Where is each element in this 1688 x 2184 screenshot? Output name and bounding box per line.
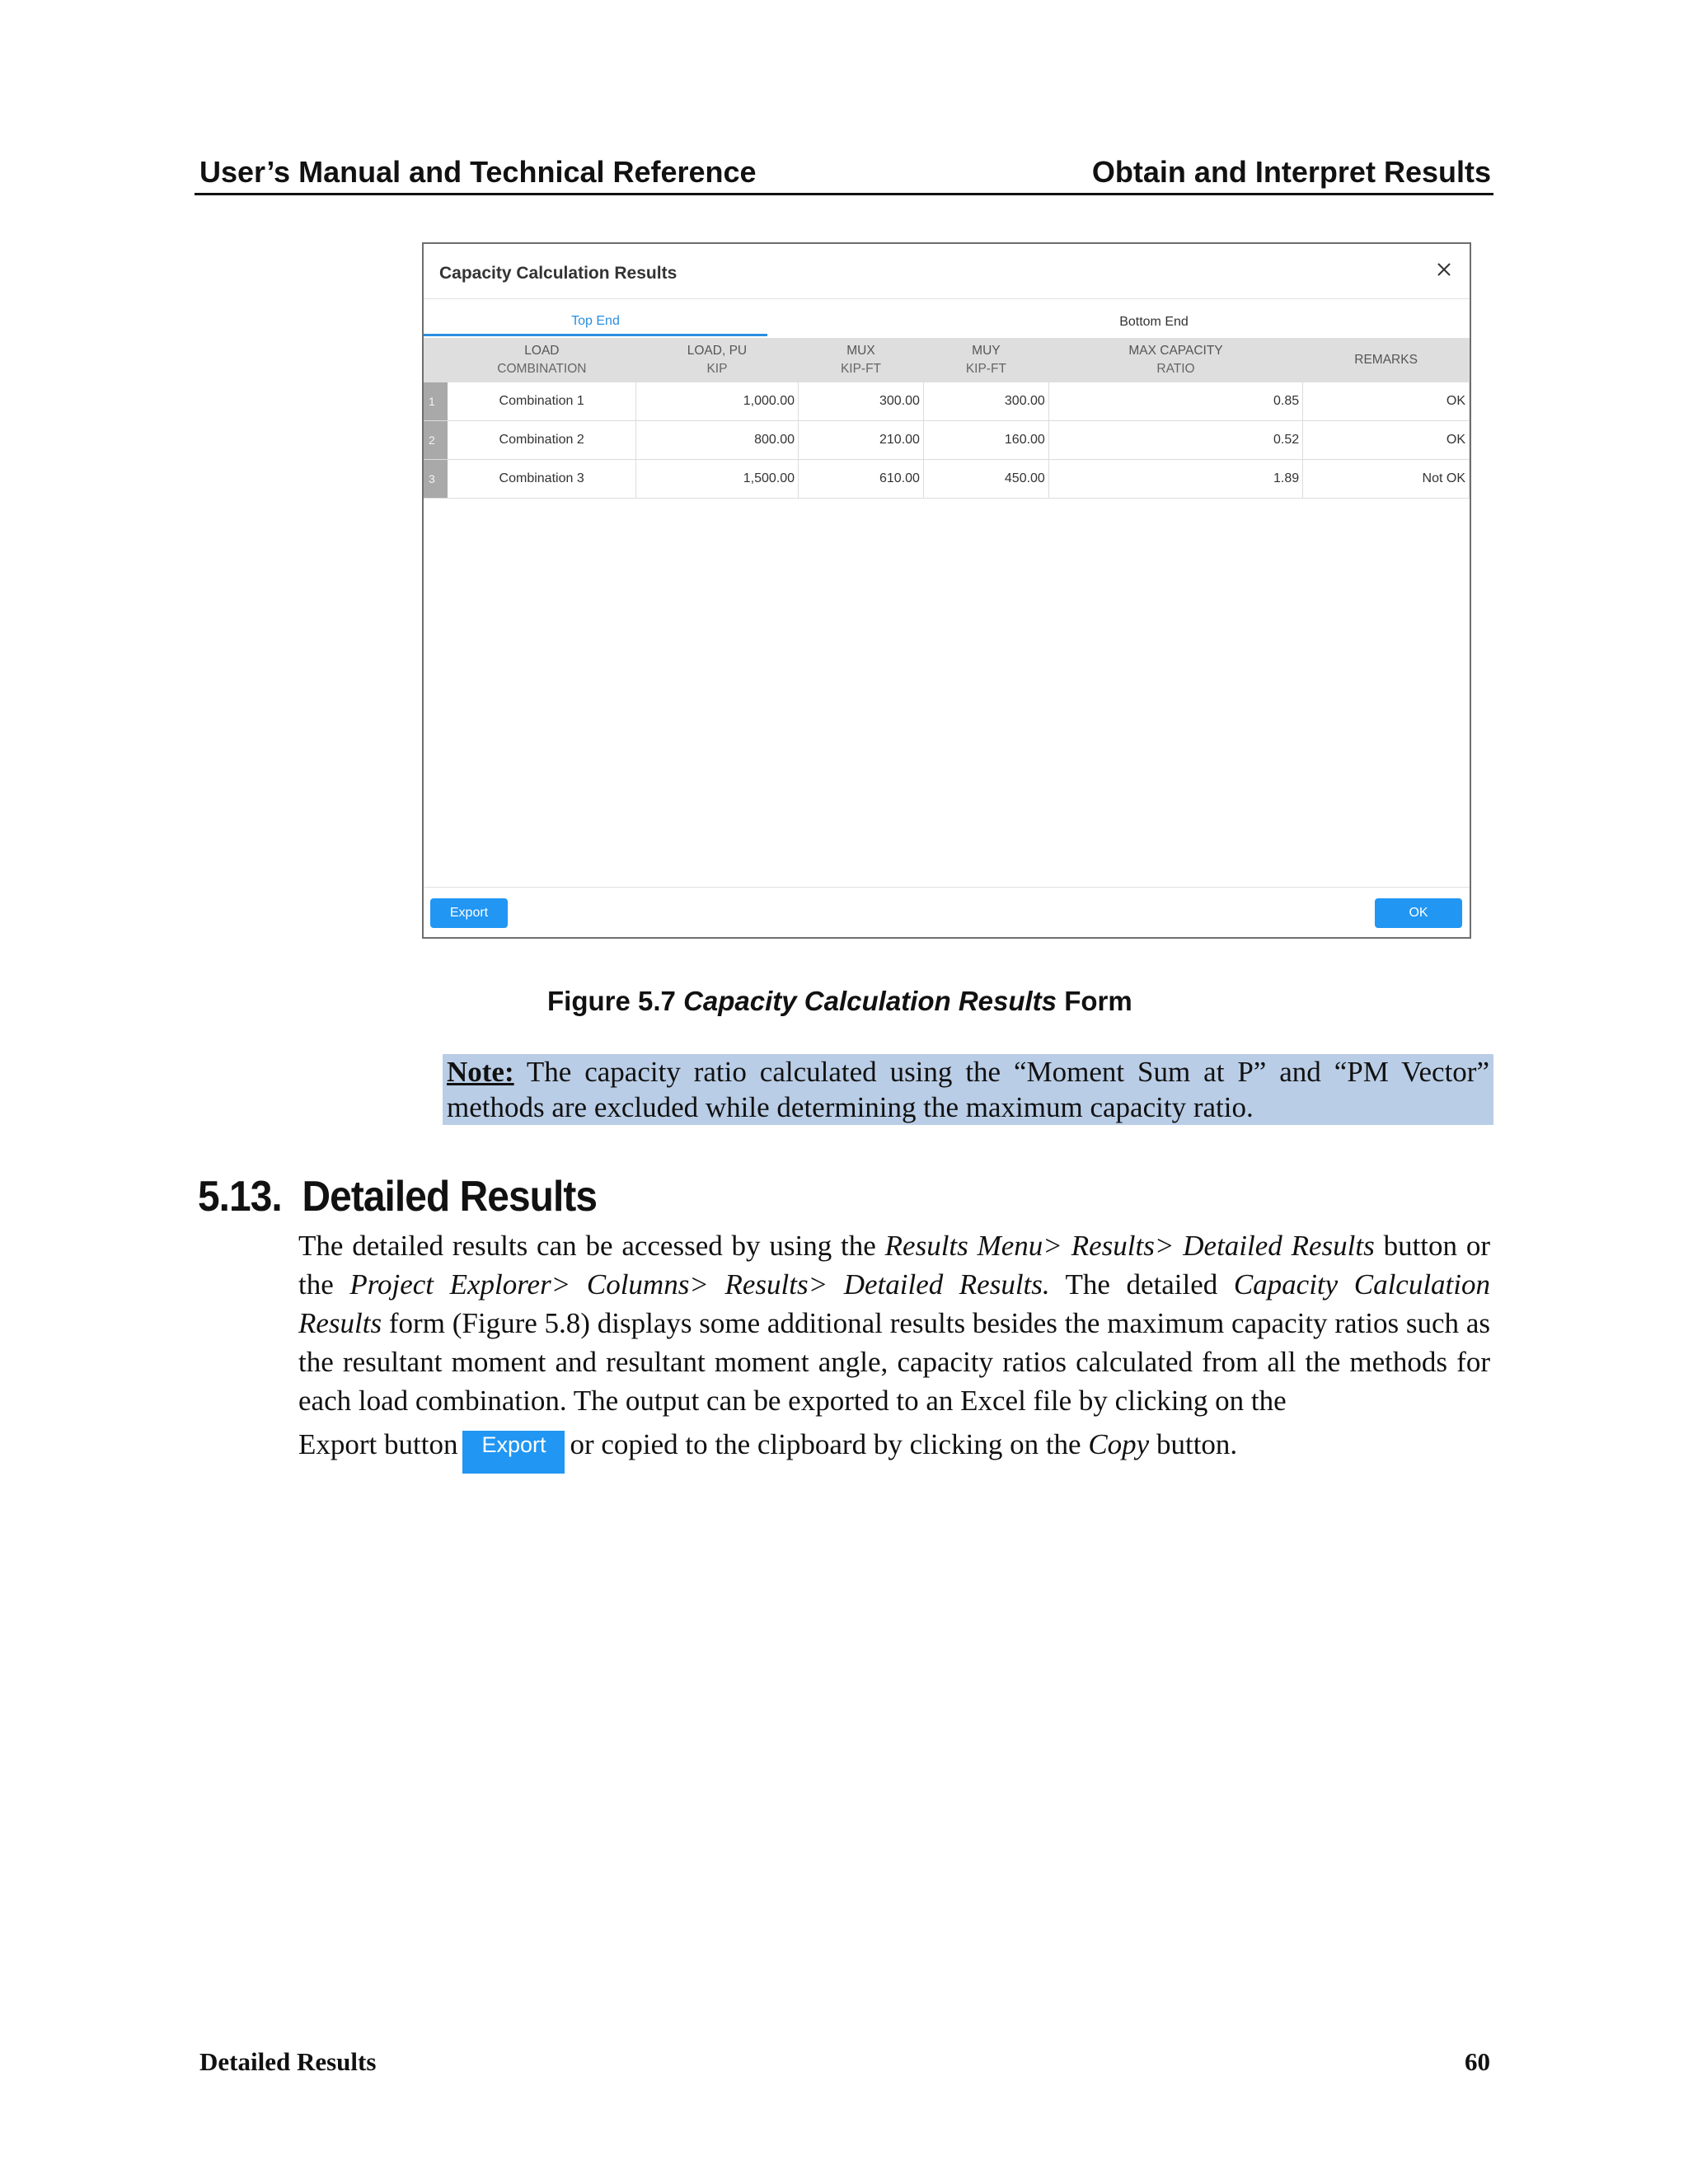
cell-mux: 610.00 — [799, 460, 924, 499]
column-header-mux[interactable]: MUX KIP-FT — [799, 338, 924, 382]
dialog-title: Capacity Calculation Results — [439, 264, 678, 283]
note-box — [443, 1054, 1493, 1125]
cell-load-combination: Combination 1 — [448, 382, 635, 421]
table-row[interactable] — [424, 421, 1470, 460]
header-right-title: Obtain and Interpret Results — [1091, 155, 1491, 189]
inline-export-button-image: Export — [462, 1431, 565, 1474]
page-number: 60 — [1465, 2047, 1490, 2076]
row-number: 3 — [424, 460, 448, 499]
paragraph-last-line: Export button Export or copied to the clipboard by clicking on the Copy button. — [298, 1425, 1490, 1479]
column-header-max-capacity-ratio[interactable]: MAX CAPACITY RATIO — [1048, 338, 1302, 382]
tab-top-end[interactable]: Top End — [424, 308, 767, 336]
cell-mux: 210.00 — [799, 421, 924, 460]
body-paragraph: The detailed results can be accessed by using the Results Menu> Results> Detailed Results button or the Project Explorer> Columns> Results> Detailed Results. The detailed Capacity Calculation Results form (Figure 5.8) displays some additional results besides the maximum capacity ratios such as the resultant moment and resultant moment angle, capacity ratios calculated from all the methods for each load combination. The output can be exported to an Excel file by clicking on the Export button Export or copied to the clipboard by clicking on the Copy button. — [298, 1226, 1490, 1479]
tab-bottom-end[interactable]: Bottom End — [1119, 315, 1189, 329]
column-header-load-combination[interactable]: LOAD COMBINATION — [448, 338, 635, 382]
cell-max-capacity-ratio: 0.85 — [1048, 382, 1302, 421]
close-icon[interactable] — [1430, 255, 1458, 284]
cell-mux: 300.00 — [799, 382, 924, 421]
tab-bar — [424, 308, 1470, 336]
cell-remarks: OK — [1303, 421, 1470, 460]
cell-remarks: OK — [1303, 382, 1470, 421]
cell-remarks: Not OK — [1303, 460, 1470, 499]
cell-load-pu: 1,000.00 — [635, 382, 798, 421]
column-header-remarks[interactable]: REMARKS — [1303, 338, 1470, 382]
row-number: 1 — [424, 382, 448, 421]
row-number-header — [424, 338, 448, 382]
capacity-results-dialog — [422, 242, 1471, 939]
cell-load-combination: Combination 2 — [448, 421, 635, 460]
table-header-row — [424, 338, 1470, 382]
export-button[interactable]: Export — [430, 898, 508, 928]
table-row[interactable] — [424, 382, 1470, 421]
cell-muy: 160.00 — [923, 421, 1048, 460]
ok-button[interactable]: OK — [1375, 898, 1462, 928]
cell-muy: 300.00 — [923, 382, 1048, 421]
column-header-load-pu[interactable]: LOAD, PU KIP — [635, 338, 798, 382]
header-rule — [195, 193, 1493, 195]
cell-load-pu: 800.00 — [635, 421, 798, 460]
column-header-muy[interactable]: MUY KIP-FT — [923, 338, 1048, 382]
note-label: Note: — [447, 1056, 514, 1088]
cell-load-pu: 1,500.00 — [635, 460, 798, 499]
cell-max-capacity-ratio: 0.52 — [1048, 421, 1302, 460]
results-table — [424, 338, 1470, 499]
cell-max-capacity-ratio: 1.89 — [1048, 460, 1302, 499]
section-heading: 5.13. Detailed Results — [198, 1173, 598, 1221]
cell-muy: 450.00 — [923, 460, 1048, 499]
footer-divider — [424, 887, 1470, 888]
cell-load-combination: Combination 3 — [448, 460, 635, 499]
row-number: 2 — [424, 421, 448, 460]
table-row[interactable] — [424, 460, 1470, 499]
footer-section-name: Detailed Results — [199, 2047, 377, 2076]
header-left-title: User’s Manual and Technical Reference — [199, 155, 757, 189]
dialog-divider — [424, 298, 1470, 299]
note-text: The capacity ratio calculated using the “Moment Sum at P” and “PM Vector” methods are excluded while determining the maximum capacity ratio. — [447, 1056, 1489, 1123]
figure-caption: Figure 5.7 Capacity Calculation Results Form — [547, 986, 1132, 1016]
